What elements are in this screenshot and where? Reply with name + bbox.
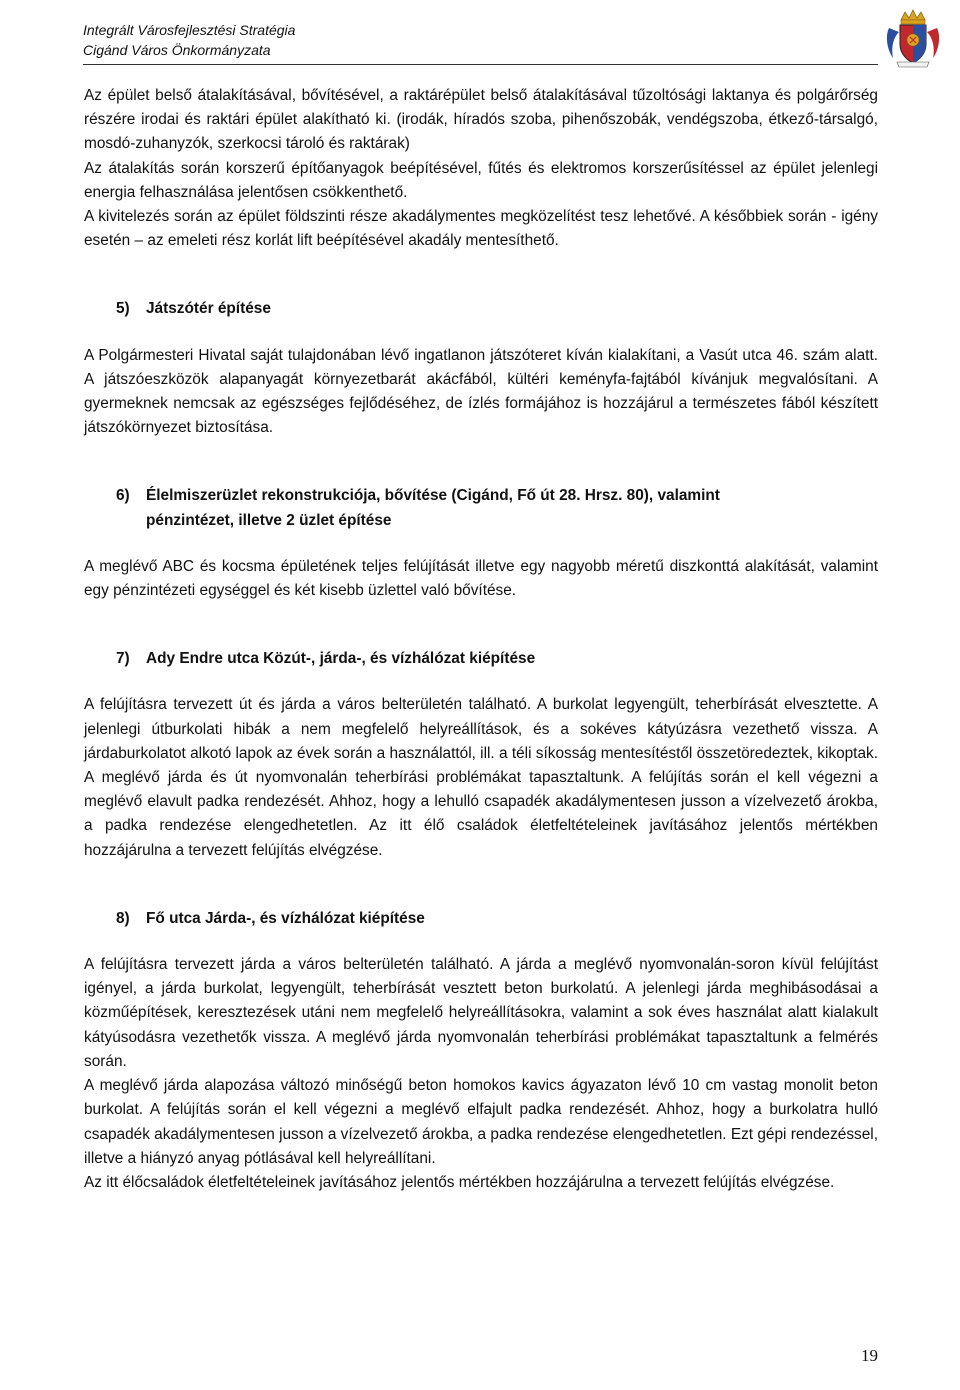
section-8-heading: 8) Fő utca Járda-, és vízhálózat kiépítése bbox=[116, 909, 425, 927]
section-8-title: Fő utca Járda-, és vízhálózat kiépítése bbox=[146, 909, 425, 927]
document-body bbox=[84, 84, 878, 1195]
section-8-body-3: Az itt élőcsaládok életfeltételeinek javításához jelentős mértékben hozzájárulna a tervezett felújítás elvégzése. bbox=[84, 1173, 835, 1191]
page-number: 19 bbox=[861, 1346, 878, 1365]
intro-paragraph-1: Az épület belső átalakításával, bővítésével, a raktárépület belső átalakításával tűzoltósági laktanya és polgárőrség részére irodai és raktári épület alakítható ki. (irodák, híradós szoba, pihenőszobák, vendégszoba, étkező-társalgó, mosdó-zuhanyzók, szerkocsi tároló és raktárak) bbox=[84, 87, 878, 153]
section-5-heading: 5) Játszótér építése bbox=[116, 300, 271, 318]
header-subtitle: Cigánd Város Önkormányzata bbox=[83, 42, 271, 58]
page-header bbox=[83, 18, 878, 65]
section-8-body-2: A meglévő járda alapozása változó minőségű beton homokos kavics ágyazaton lévő 10 cm vastag monolit beton burkolat. A felújítás során el kell végezni a meglévő elfajult padka rendezését. Ahhoz, hogy a burkolatra hulló csapadék akadálymentesen jusson a vízelvezető árokba, a padka rendezése elengedhetetlen. Ezt gépi rendezéssel, illetve a hiányzó anyag pótlásával kell helyreállítani. bbox=[84, 1077, 878, 1167]
section-7-body: A felújításra tervezett út és járda a város belterületén található. A burkolat legyengült, teherbírását elvesztette. A jelenlegi útburkolati hibák a nem megfelelő helyreállítások, és a sokéves kátyúzásra vezethető vissza. A járdaburkolatot alkotó lapok az évek során a használattól, ill. a téli síkosság mentesítéstől összetöredeztek, kikoptak. A meglévő járda és út nyomvonalán teherbírási problémákat tapasztaltunk. A felújítás során el kell végezni a meglévő elavult padka rendezését. Ahhoz, hogy a lehulló csapadék akadálymentesen jusson a vízelvezető árokba, a padka rendezése elengedhetetlen. Az itt élő családok életfeltételeinek javításához jelentős mértékben hozzájárulna a tervezett felújítás elvégzése. bbox=[84, 696, 878, 859]
section-6-body: A meglévő ABC és kocsma épületének teljes felújítását illetve egy nagyobb méretű diszkonttá alakítását, valamint egy pénzintézeti egységgel és két kisebb üzlettel való bővítése. bbox=[84, 557, 878, 600]
section-6-heading: 6) Élelmiszerüzlet rekonstrukciója, bővítése (Cigánd, Fő út 28. Hrsz. 80), valamint pénzintézet, illetve 2 üzlet építése bbox=[84, 484, 878, 532]
section-5-body: A Polgármesteri Hivatal saját tulajdonában lévő ingatlanon játszóteret kíván kialakítani, a Vasút utca 46. szám alatt. A játszóeszközök alapanyagát környezetbarát akácfából, kültéri keményfa-fajtából kívánjuk megvalósítani. A gyermeknek nemcsak az egészséges fejlődéséhez, de ízlés formájához is hozzájárul a természetes fából készített játszókörnyezet biztosítása. bbox=[84, 346, 878, 437]
intro-paragraph-2: Az átalakítás során korszerű építőanyagok beépítésével, fűtés és elektromos korszerűsítéssel az épület jelenlegi energia felhasználása jelentősen csökkenthető. bbox=[84, 159, 878, 201]
section-7-title: Ady Endre utca Közút-, járda-, és vízhálózat kiépítése bbox=[146, 650, 536, 668]
section-5-title: Játszótér építése bbox=[146, 300, 271, 318]
section-8-body: A felújításra tervezett járda a város belterületén található. A járda a meglévő nyomvonalán-soron kívül felújítást igényel, a járda burkolat, legyengült, teherbírását vesztett beton burkolatú. A jelenlegi járda meghibásodásai a közműépítések, keresztezések utáni nem megfelelő helyreállításokra, valamint a sok éves használat alatt kialakult kátyúsodásra vezethetők vissza. A meglévő járda nyomvonalán teherbírási problémákat tapasztaltunk a felmérés során. bbox=[84, 956, 878, 1070]
coat-of-arms-icon bbox=[883, 6, 943, 68]
section-6-title-continued: pénzintézet, illetve 2 üzlet építése bbox=[146, 511, 392, 529]
intro-paragraph-3: A kivitelezés során az épület földszinti része akadálymentes megközelítést tesz lehetővé. A későbbiek során - igény esetén – az emeleti rész korlát lift beépítésével akadály mentesíthető. bbox=[84, 208, 878, 250]
section-7-heading: 7) Ady Endre utca Közút-, járda-, és vízhálózat kiépítése bbox=[116, 650, 536, 668]
section-6-title: Élelmiszerüzlet rekonstrukciója, bővítése (Cigánd, Fő út 28. Hrsz. 80), valamint bbox=[146, 487, 720, 505]
header-title: Integrált Városfejlesztési Stratégia bbox=[83, 22, 296, 38]
